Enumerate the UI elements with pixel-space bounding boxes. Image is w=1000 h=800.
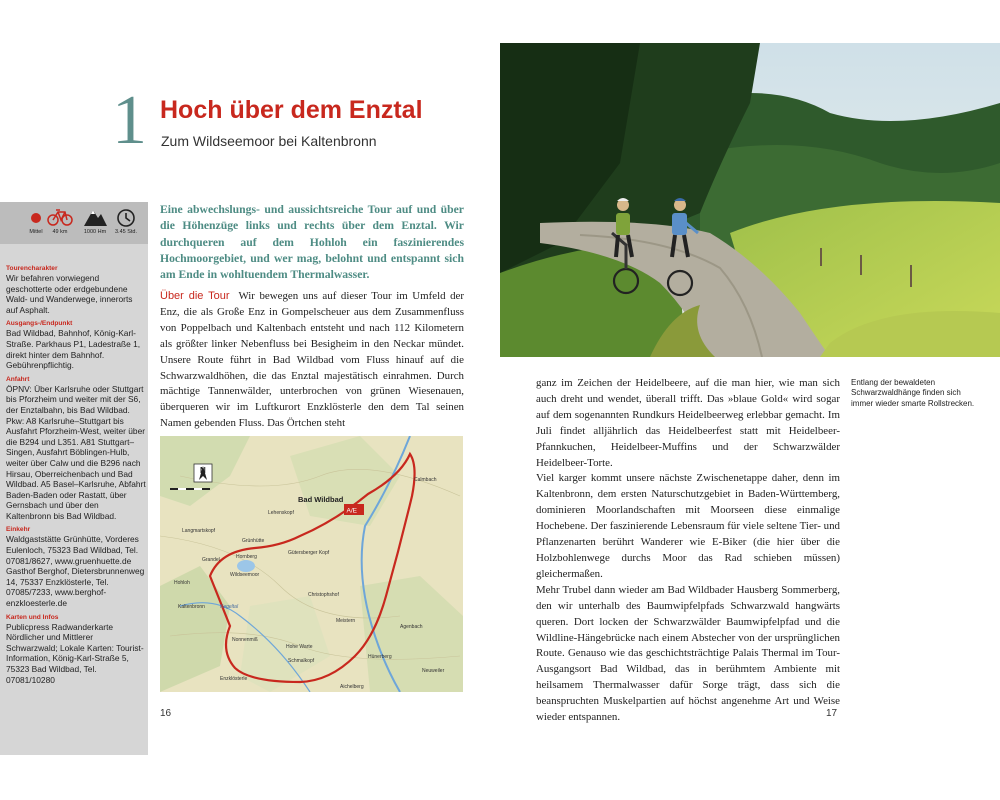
sidebar-heading: Tourencharakter [6,265,58,272]
left-body-text [160,289,464,432]
mountain-icon [79,206,111,228]
map-place: Lehenskopf [268,510,294,516]
right-body-paragraph: ganz im Zeichen der Heidelbeere, auf die man hier, wie man sich auch dreht und wendet, überall trifft. Das »blaue Gold« wird sogar auf dem sogenannten Rundkurs Heidelbeerweg erlebbar gemacht. Im Juli findet alljährlich das Heidelbeerfest statt mit Heidelbeer-Pfannkuchen, Heidelbeer-Muffins und der Schwarzwälder Heidelbeer-Torte. [536,377,840,469]
stats-band [0,202,148,244]
sidebar-paragraph: Bad Wildbad, Bahnhof, König-Karl-Straße. Parkhaus P1, Ladestraße 1, direkt hinter dem Bahnhof. Gebührenpflichtig. [6,328,141,371]
sidebar-heading: Karten und Infos [6,613,59,621]
map-place: Neuweiler [422,668,445,674]
map-place: Christophshof [308,592,339,598]
stat-distance [44,206,76,242]
map-place: Calmbach [414,477,437,483]
cyclists-photo [500,43,1000,357]
map-place: Aichelberg [340,684,364,690]
stat-elevation-label: 1000 Hm [83,229,107,235]
info-sidebar [0,202,148,755]
map-place: Schmalkopf [288,658,315,664]
right-body-paragraph: Viel karger kommt unsere nächste Zwischenetappe daher, denn im Kaltenbronn, dem ersten Naturschutzgebiet in Baden-Württemberg, dominieren Moorlandschaften mit Moorseen diese einmalige Hochebene. Der faszinierende Lebensraum für viele seltene Tier- und Pflanzenarten berührt Wanderer wie E-Biker (die hier über die Holzbohlenwege durchs Moor das Rad schieben müssen) gleichermaßen. [536,472,840,580]
bicycle-icon [44,206,76,228]
map-place: Hohloh [174,580,190,586]
page-number-left: 16 [160,708,172,719]
stat-difficulty-label: Mittel [29,229,43,235]
wildseemoor-lake [237,560,255,572]
stat-distance-label: 49 km [52,229,68,235]
map-place: Enzklösterle [220,676,248,682]
map-place: Kaltenbronn [178,604,205,610]
tour-title: Hoch über dem Enztal [160,96,423,124]
stat-duration [110,206,142,242]
map-place: Hornberg [236,554,257,560]
map-place: Wildseemoor [230,572,260,578]
map-place: Grandel [202,557,220,563]
svg-text:N: N [200,466,206,475]
intro-paragraph: Eine abwechslungs- und aussichtsreiche Tour auf und über die Höhenzüge links und rechts über dem Enztal. Wir durchqueren auf dem Hohloh ein faszinierendes Hochmoorgebiet, und wer mag, belohnt und entspannt sich am Ende in wohltuendem Thermalwasser. [160,203,464,282]
clock-icon [110,206,142,228]
tour-number: 1 [112,82,147,159]
map-place: Langmartskopf [182,528,216,534]
section-lead: Über die Tour [160,290,230,302]
map-place: Hohe Warte [286,644,313,650]
page-number-right: 17 [826,708,838,719]
sidebar-heading: Einkehr [6,526,31,534]
tour-subtitle: Zum Wildseemoor bei Kaltenbronn [161,133,377,149]
sidebar-paragraph: Waldgaststätte Grünhütte, Vorderes Eulenloch, 75323 Bad Wildbad, Tel. 07081/8627, www.gruenhuette.de Gasthof Berghof, Dietersbrunnenweg 14, 75337 Enzklösterle, Tel. 07085/7233, www.berghof-enzkloesterle.de [6,534,145,609]
stat-elevation [79,206,111,242]
map-place: Bad Wildbad [298,495,344,504]
map-place: Meistern [336,618,356,624]
right-body-paragraph: Mehr Trubel dann wieder am Bad Wildbader Hausberg Sommerberg, den wir unterhalb des Baumwipfelpfads Schwarzwald hangwärts queren. Dort locken der Schwarzwälder Baumwipfelpfad und die Wildline-Hängebrücke nach einem Abstecher von der ursprünglichen Route. Genauso wie das geschichtsträchtige Palais Thermal im Tour-Ausgangsort Bad Wildbad, das in berühmtem Ambiente mit heilsamem Thermalwasser dafür Sorge trägt, dass sich die beanspruchten Muskelpartien auf höchst angenehme Art und Weise wieder entspannen. [536,583,840,724]
map-place: Hünerberg [368,654,392,660]
sidebar-paragraph: Wir befahren vorwiegend geschotterte oder erdgebundene Wald- und Wanderwege, innerorts auf Asphalt. [6,273,133,315]
left-body-paragraph: Wir bewegen uns auf dieser Tour im Umfeld der Enz, die als Große Enz in Gompelscheuer aus dem Zusammenfluss von Poppelbach und Kaltenbach entsteht und nach 112 Kilometern als größter linker Nebenfluss bei Besigheim in den Neckar mündet. Unsere Route führt in Bad Wildbad vom Fluss hinauf auf die Schwarzwaldhöhen, die das Enztal majestätisch einrahmen. Durch mächtige Tannenwälder, unterbrochen von grünen Wiesenauen, überqueren wir im Luftkurort Enzklösterle den dem Tal seinen Namen gebenden Fluss. Das Örtchen steht [160,290,465,430]
sidebar-heading: Anfahrt [6,375,30,383]
sidebar-heading: Ausgangs-/Endpunkt [6,320,73,328]
svg-text:A/E: A/E [346,507,357,515]
photo-caption: Entlang der bewaldeten Schwarzwaldhänge finden sich immer wieder smarte Rollstrecken. [851,378,975,408]
map-place: Agenbach [400,624,423,630]
map-place: Nonnenmiß [232,637,258,643]
map-place: Grünhütte [242,538,265,544]
sidebar-text [6,264,146,685]
map-place: Gütersberger Kopf [288,550,330,556]
sidebar-paragraph: Publicpress Radwanderkarte Nördlicher und Mittlerer Schwarzwald; Lokale Karten: Tourist-Information, König-Karl-Straße 5, 75323 Bad Wildbad, Tel. 07081/10280 [6,621,144,685]
stat-duration-label: 3.45 Std. [114,229,138,235]
map-place: Kegeltal [220,604,239,610]
sidebar-paragraph: ÖPNV: Über Karlsruhe oder Stuttgart bis Pforzheim und weiter mit der S6, der Enztalbahn, bis Bad Wildbad. Pkw: A8 Karlsruhe–Stuttgart bis Ausfahrt Pforzheim-West, weiter über die B294 und L351. A81 Stuttgart–Singen, Ausfahrt Böblingen-Hulb, weiter über Calw und die B296 nach Hirsau, Oberreichenbach und Bad Wildbad. A5 Basel–Karlsruhe, Abfahrt Baden-Baden oder Rastatt, über Gernsbach und über den Kaltenbronn bis Bad Wildbad. [6,383,146,521]
right-body-text [536,376,840,726]
route-map [160,436,463,692]
